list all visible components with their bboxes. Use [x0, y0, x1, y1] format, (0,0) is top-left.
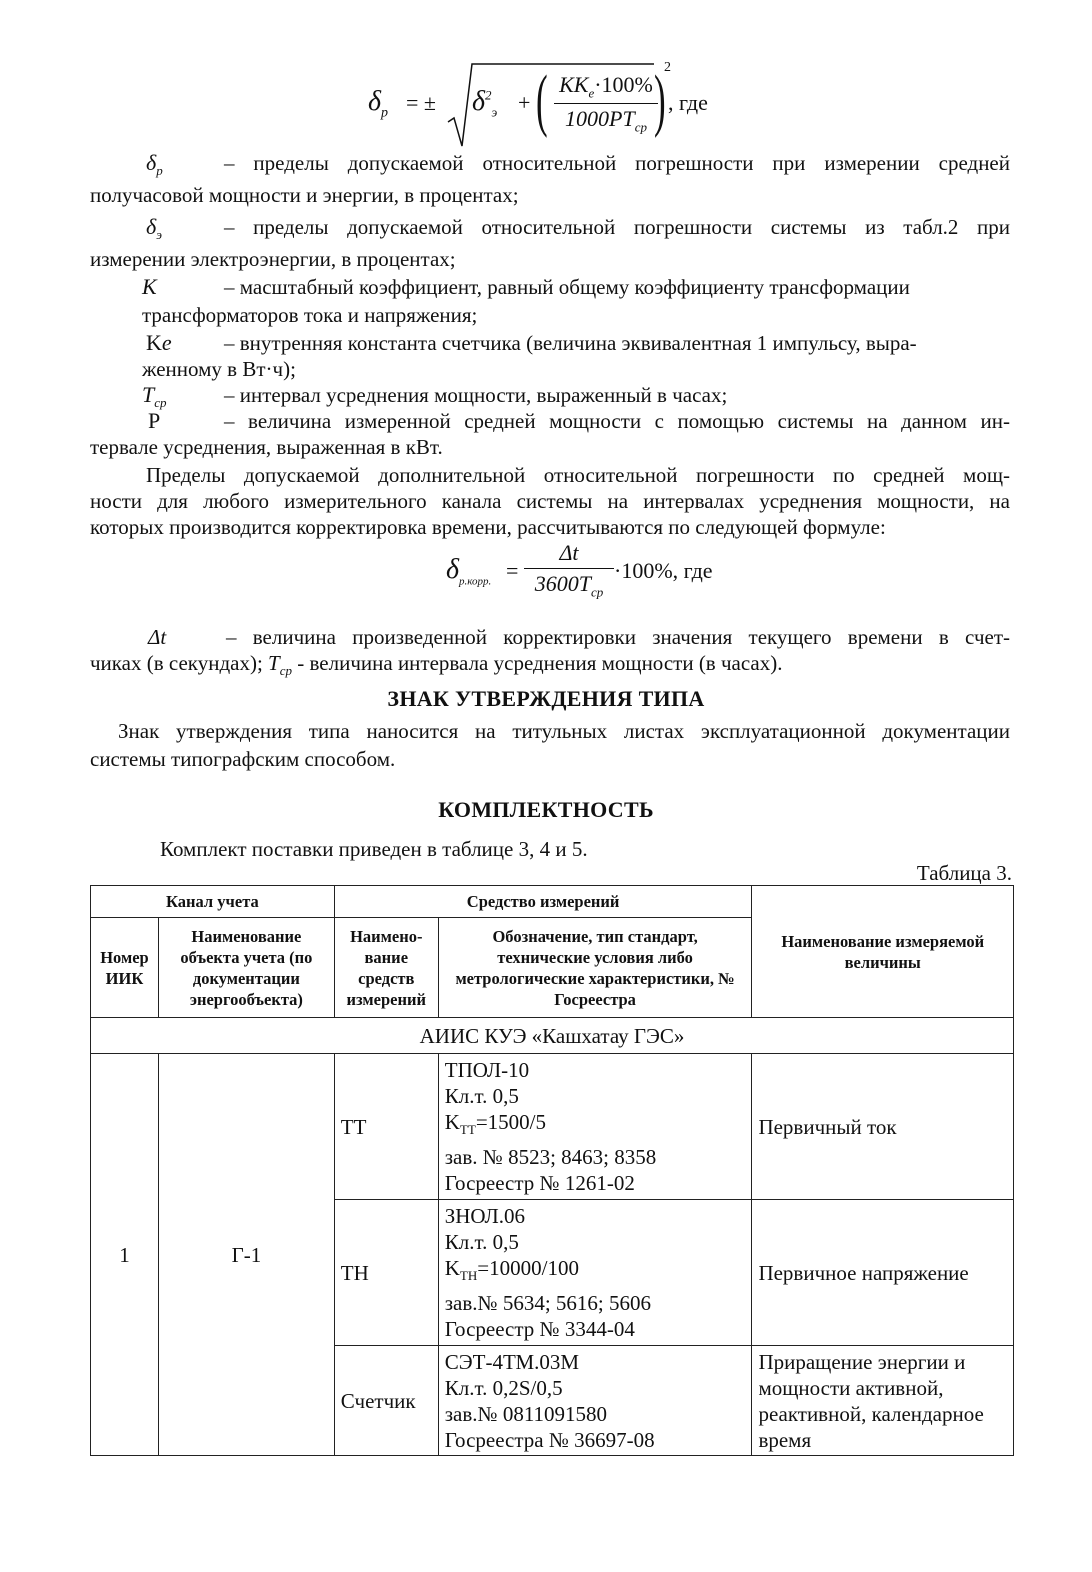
formula-lhs: $\delta_{р.корр.}$	[446, 554, 492, 588]
formula-relative-error	[368, 60, 748, 150]
formula-plus: +	[518, 90, 531, 115]
formula-suffix: , где	[668, 90, 708, 115]
paragraph-text: которых производится корректировка времени, рассчитываются по следующей формуле:	[90, 515, 886, 539]
table-system-row	[91, 1018, 1014, 1054]
definition-symbol: P	[148, 408, 161, 433]
definition-text: – масштабный коэффициент, равный общему коэффициенту трансформации	[224, 275, 910, 299]
object-name: Г-1	[158, 1054, 334, 1456]
definition-text: чиках (в секундах); $T_{ср}$ - величина интервала усреднения мощности (в часах).	[90, 651, 783, 679]
table-3	[90, 885, 1014, 1456]
table-row	[91, 1054, 1014, 1200]
definition-text: женному в Вт·ч);	[142, 357, 296, 381]
definition-symbol: $\delta_э$	[146, 214, 162, 243]
header-channel: Канал учета	[91, 886, 335, 918]
definition-text: трансформаторов тока и напряжения;	[142, 303, 478, 327]
definition-text: – пределы допускаемой относительной погрешности при измерении средней	[224, 151, 1010, 175]
ratio-line: $K_{ТН}=10000/100$	[444, 1256, 579, 1284]
right-paren: )	[654, 62, 666, 139]
definition-text: – пределы допускаемой относительной погрешности системы из табл.2 при	[224, 215, 1010, 239]
paragraph-text: Пределы допускаемой дополнительной относительной погрешности по средней мощ-	[146, 463, 1010, 487]
formula-correction-error	[446, 540, 746, 606]
paragraph-text: системы типографским способом.	[90, 747, 396, 771]
definition-text: – величина произведенной корректировки значения текущего времени в счет-	[226, 625, 1010, 649]
definition-symbol: $\delta_p$	[146, 150, 163, 179]
header-quantity: Наименование измеряемой величины	[752, 886, 1014, 1018]
iik-number: 1	[91, 1054, 159, 1456]
instrument-name: ТН	[334, 1200, 438, 1346]
definition-text: измерении электроэнергии, в процентах;	[90, 247, 456, 271]
fraction-1: $KK_e\cdot 100\%$ $1000PT_{ср}$	[554, 72, 658, 136]
instrument-designation: ЗНОЛ.06 Кл.т. 0,5 $K_{ТН}=10000/100$ зав.№ 5634; 5616; 5606 Госреестр № 3344-04	[438, 1200, 752, 1346]
paragraph-text: ности для любого измерительного канала системы на интервалах усреднения мощности, на	[90, 489, 1010, 513]
definition-symbol: K	[142, 274, 157, 299]
paragraph-text: Комплект поставки приведен в таблице 3, 4 и 5.	[160, 837, 588, 861]
definition-text: получасовой мощности и энергии, в процентах;	[90, 183, 519, 207]
table-caption: Таблица 3.	[916, 861, 1012, 885]
header-iik-number: Номер ИИК	[91, 918, 159, 1018]
definition-text: – интервал усреднения мощности, выраженный в часах;	[224, 383, 728, 407]
header-instrument-name: Наимено- вание средств измерений	[334, 918, 438, 1018]
formula-suffix: ·100%, где	[614, 558, 713, 583]
instrument-name: Счетчик	[334, 1346, 438, 1456]
outer-exponent: 2	[664, 60, 671, 75]
table-group-header-row	[91, 886, 1014, 918]
header-instrument: Средство измерений	[334, 886, 752, 918]
measured-quantity: Приращение энергии и мощности активной, реактивной, календарное время	[752, 1346, 1014, 1456]
instrument-designation: ТПОЛ-10 Кл.т. 0,5 $K_{ТТ}=1500/5$ зав. № 8523; 8463; 8358 Госреестр № 1261-02	[438, 1054, 752, 1200]
left-paren: (	[536, 62, 548, 139]
fraction-2: Δt $3600T_{ср}$	[524, 540, 614, 600]
radicand-term1: $\delta^2_э$	[472, 86, 498, 120]
section-heading-completeness: КОМПЛЕКТНОСТЬ	[438, 797, 654, 822]
ratio-line: $K_{ТТ}=1500/5$	[444, 1110, 546, 1138]
header-object-name: Наименование объекта учета (по документации энергообъекта)	[158, 918, 334, 1018]
formula-eq: = ±	[406, 90, 436, 115]
system-name: АИИС КУЭ «Кашхатау ГЭС»	[91, 1018, 1014, 1054]
definition-text: – величина измеренной средней мощности с помощью системы на данном ин-	[224, 409, 1010, 433]
definition-symbol: Ke	[146, 330, 172, 355]
definition-text: тервале усреднения, выраженная в кВт.	[90, 435, 443, 459]
section-heading-type-approval: ЗНАК УТВЕРЖДЕНИЯ ТИПА	[387, 686, 705, 711]
definition-symbol: $T_{ср}$	[142, 382, 167, 411]
header-designation: Обозначение, тип стандарт, технические условия либо метрологические характеристики, № Госреестра	[438, 918, 752, 1018]
measured-quantity: Первичный ток	[752, 1054, 1014, 1200]
definition-text: – внутренняя константа счетчика (величина эквивалентная 1 импульсу, выра-	[224, 331, 917, 355]
definition-symbol: Δt	[148, 625, 167, 649]
paragraph-text: Знак утверждения типа наносится на титульных листах эксплуатационной документации	[118, 719, 1010, 743]
formula-eq: =	[506, 558, 519, 583]
instrument-designation: СЭТ-4ТМ.03М Кл.т. 0,2S/0,5 зав.№ 0811091580 Госреестра № 36697-08	[438, 1346, 752, 1456]
measured-quantity: Первичное напряжение	[752, 1200, 1014, 1346]
instrument-name: ТТ	[334, 1054, 438, 1200]
formula-lhs: $\delta_p$	[368, 86, 389, 121]
